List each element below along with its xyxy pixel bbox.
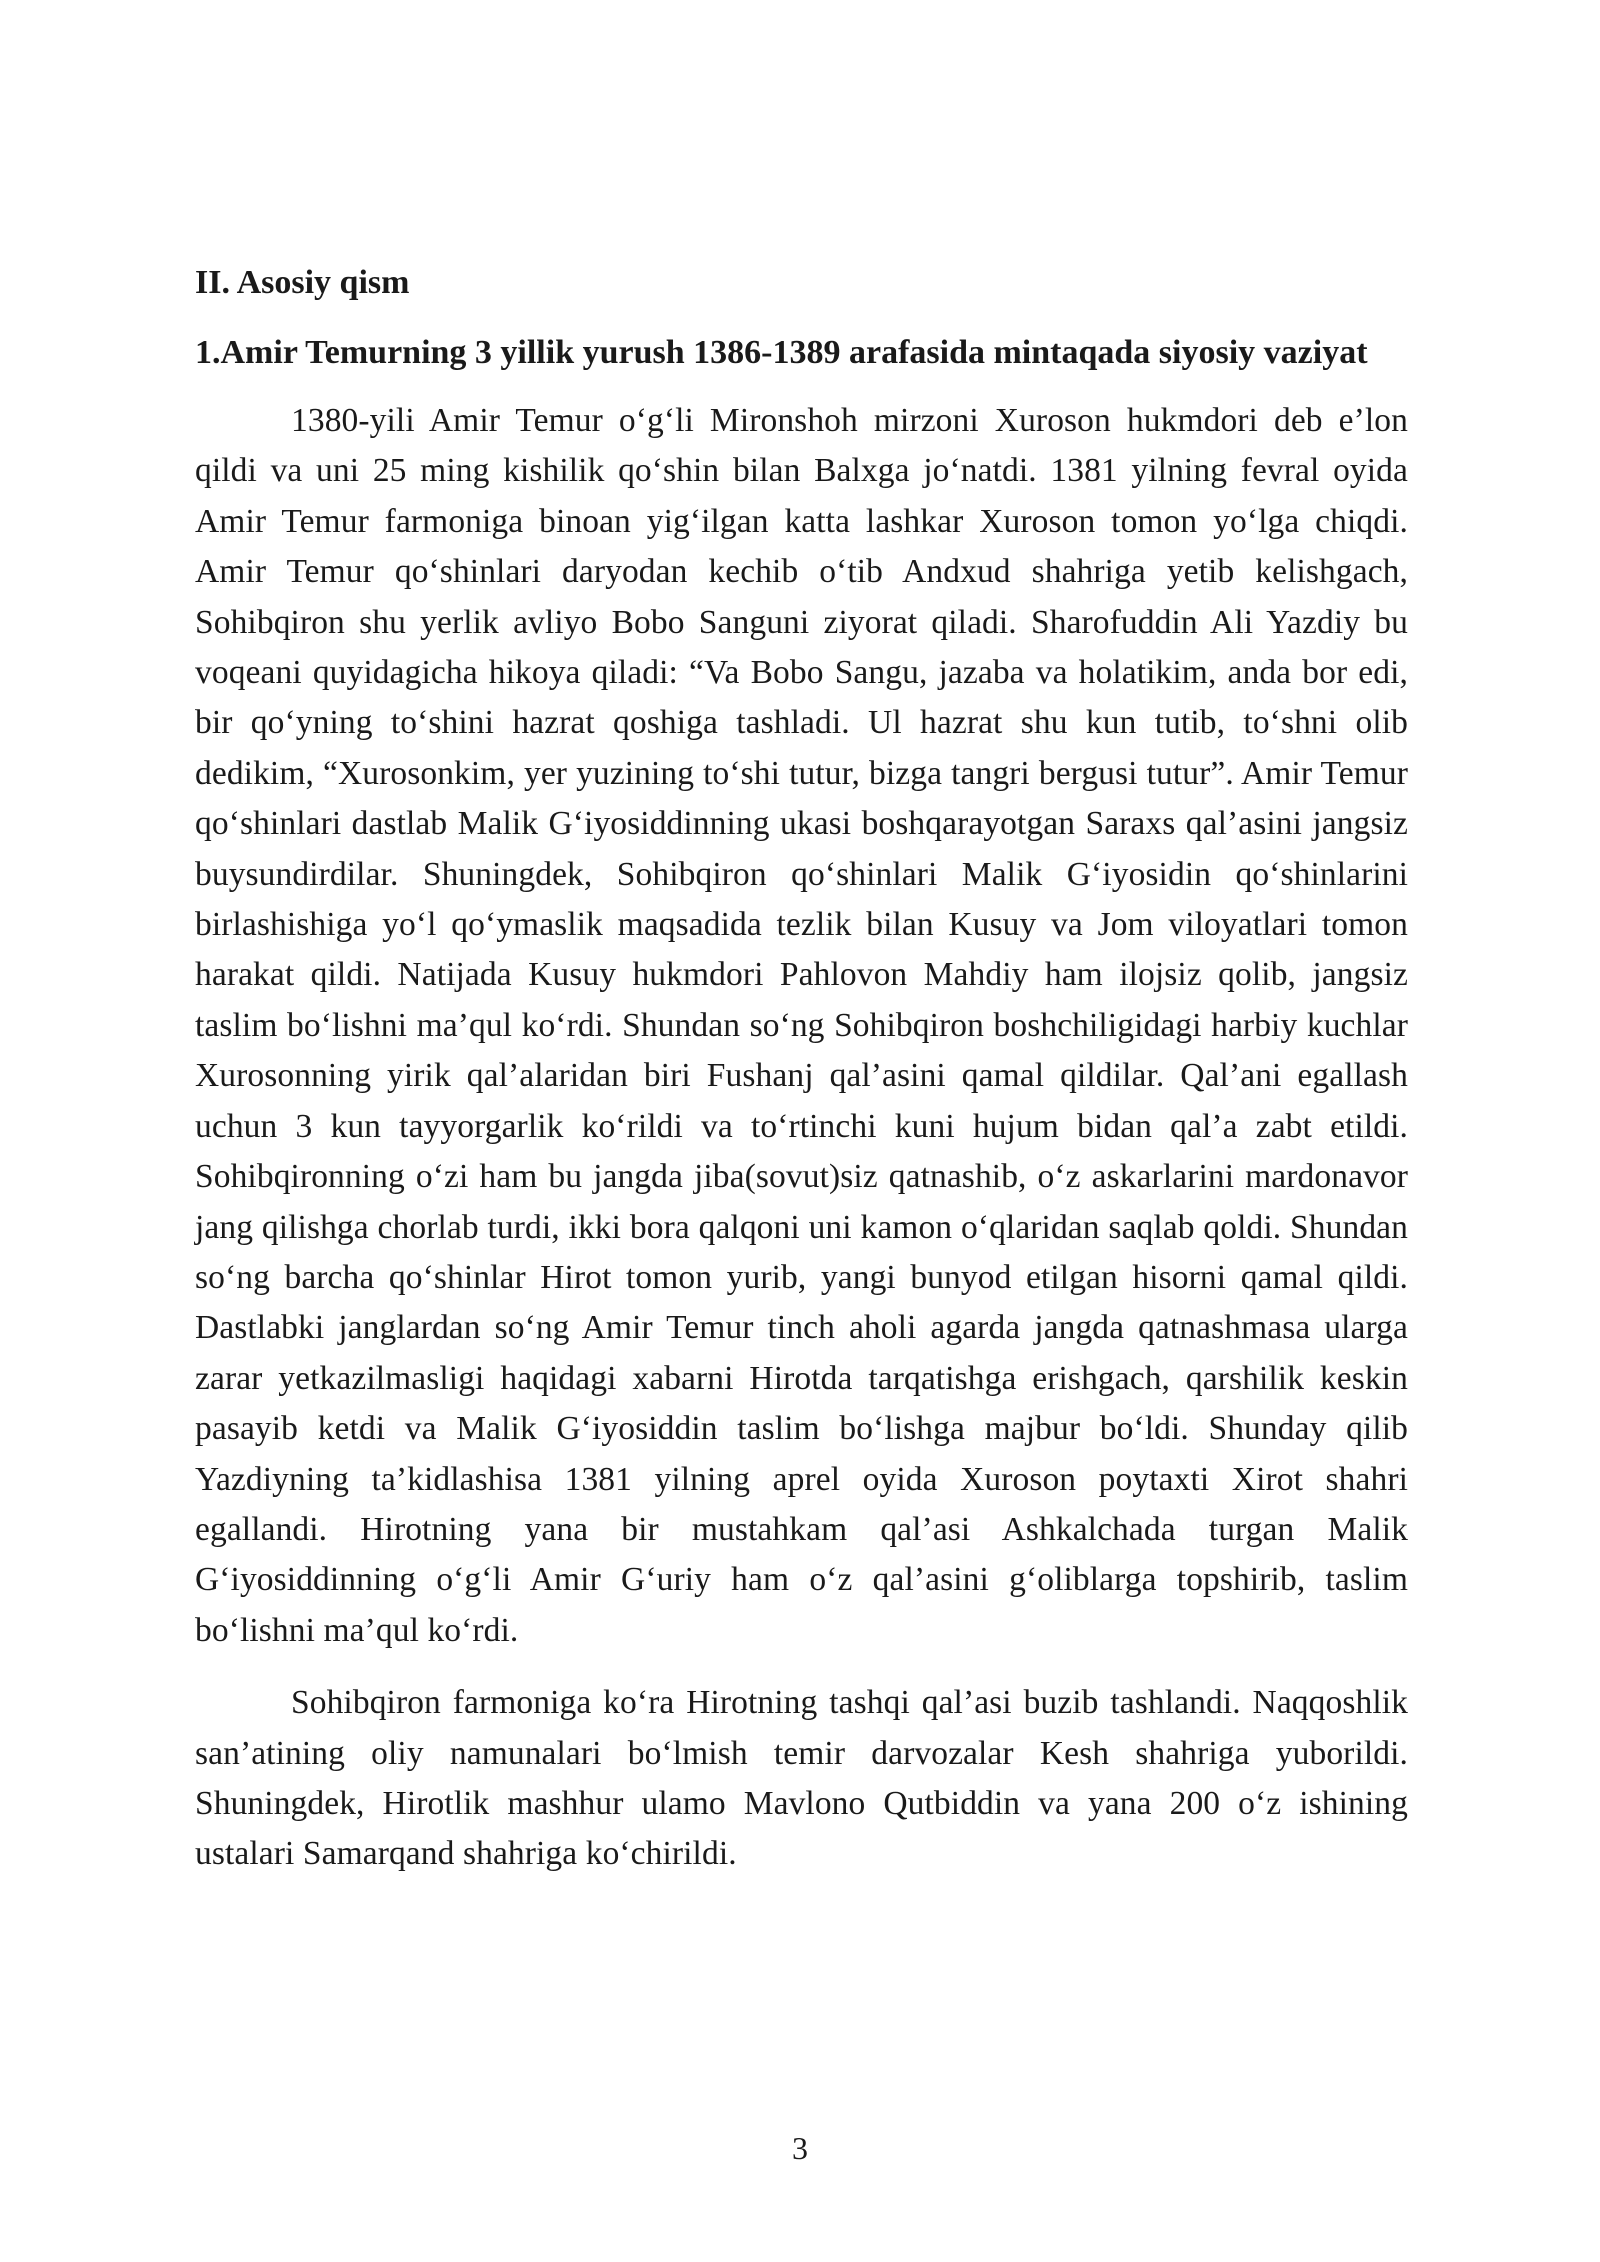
- section-heading: II. Asosiy qism: [195, 264, 410, 301]
- chapter-title: 1.Amir Temurning 3 yillik yurush 1386-1389 arafasida mintaqada siyosiy vaziyat: [195, 334, 1368, 371]
- body-paragraph: 1380-yili Amir Temur o‘g‘li Mironshoh mirzoni Xuroson hukmdori deb e’lon qildi va uni 25 ming kishilik qo‘shin bilan Balxga jo‘natdi. 1381 yilning fevral oyida Amir Temur farmoniga binoan yig‘ilgan katta lashkar Xuroson tomon yo‘lga chiqdi. Amir Temur qo‘shinlari daryodan kechib o‘tib Andxud shahriga yetib kelishgach, Sohibqiron shu yerlik avliyo Bobo Sanguni ziyorat qiladi. Sharofuddin Ali Yazdiy bu voqeani quyidagicha hikoya qiladi: “Va Bobo Sangu, jazaba va holatikim, anda bor edi, bir qo‘yning to‘shini hazrat qoshiga tashladi. Ul hazrat shu kun tutib, to‘shni olib dedikim, “Xurosonkim, yer yuzining to‘shi tutur, bizga tangri bergusi tutur”. Amir Temur qo‘shinlari dastlab Malik G‘iyosiddinning ukasi boshqarayotgan Saraxs qal’asini jangsiz buysundirdilar. Shuningdek, Sohibqiron qo‘shinlari Malik G‘iyosidin qo‘shinlarini birlashishiga yo‘l qo‘ymaslik maqsadida tezlik bilan Kusuy va Jom viloyatlari tomon harakat qildi. Natijada Kusuy hukmdori Pahlovon Mahdiy ham ilojsiz qolib, jangsiz taslim bo‘lishni ma’qul ko‘rdi. Shundan so‘ng Sohibqiron boshchiligidagi harbiy kuchlar Xurosonning yirik qal’alaridan biri Fushanj qal’asini qamal qildilar. Qal’ani egallash uchun 3 kun tayyorgarlik ko‘rildi va to‘rtinchi kuni hujum bidan qal’a zabt etildi. Sohibqironning o‘zi ham bu jangda jiba(sovut)siz qatnashib, o‘z askarlarini mardonavor jang qilishga chorlab turdi, ikki bora qalqoni uni kamon o‘qlaridan saqlab qoldi. Shundan so‘ng barcha qo‘shinlar Hirot tomon yurib, yangi bunyod etilgan hisorni qamal qildi. Dastlabki janglardan so‘ng Amir Temur tinch aholi agarda jangda qatnashmasa ularga zarar yetkazilmasligi haqidagi xabarni Hirotda tarqatishga erishgach, qarshilik keskin pasayib ketdi va Malik G‘iyosiddin taslim bo‘lishga majbur bo‘ldi. Shunday qilib Yazdiyning ta’kidlashisa 1381 yilning aprel oyida Xuroson poytaxti Xirot shahri egallandi. Hirotning yana bir mustahkam qal’asi Ashkalchada turgan Malik G‘iyosiddinning o‘g‘li Amir G‘uriy ham o‘z qal’asini g‘oliblarga topshirib, taslim bo‘lishni ma’qul ko‘rdi.: [195, 402, 1408, 1649]
- page-number: 3: [792, 2130, 808, 2166]
- document-page: [195, 258, 1408, 1902]
- body-paragraph: Sohibqiron farmoniga ko‘ra Hirotning tashqi qal’asi buzib tashlandi. Naqqoshlik san’atining oliy namunalari bo‘lmish temir darvozalar Kesh shahriga yuborildi. Shuningdek, Hirotlik mashhur ulamo Mavlono Qutbiddin va yana 200 o‘z ishining ustalari Samarqand shahriga ko‘chirildi.: [195, 1684, 1408, 1873]
